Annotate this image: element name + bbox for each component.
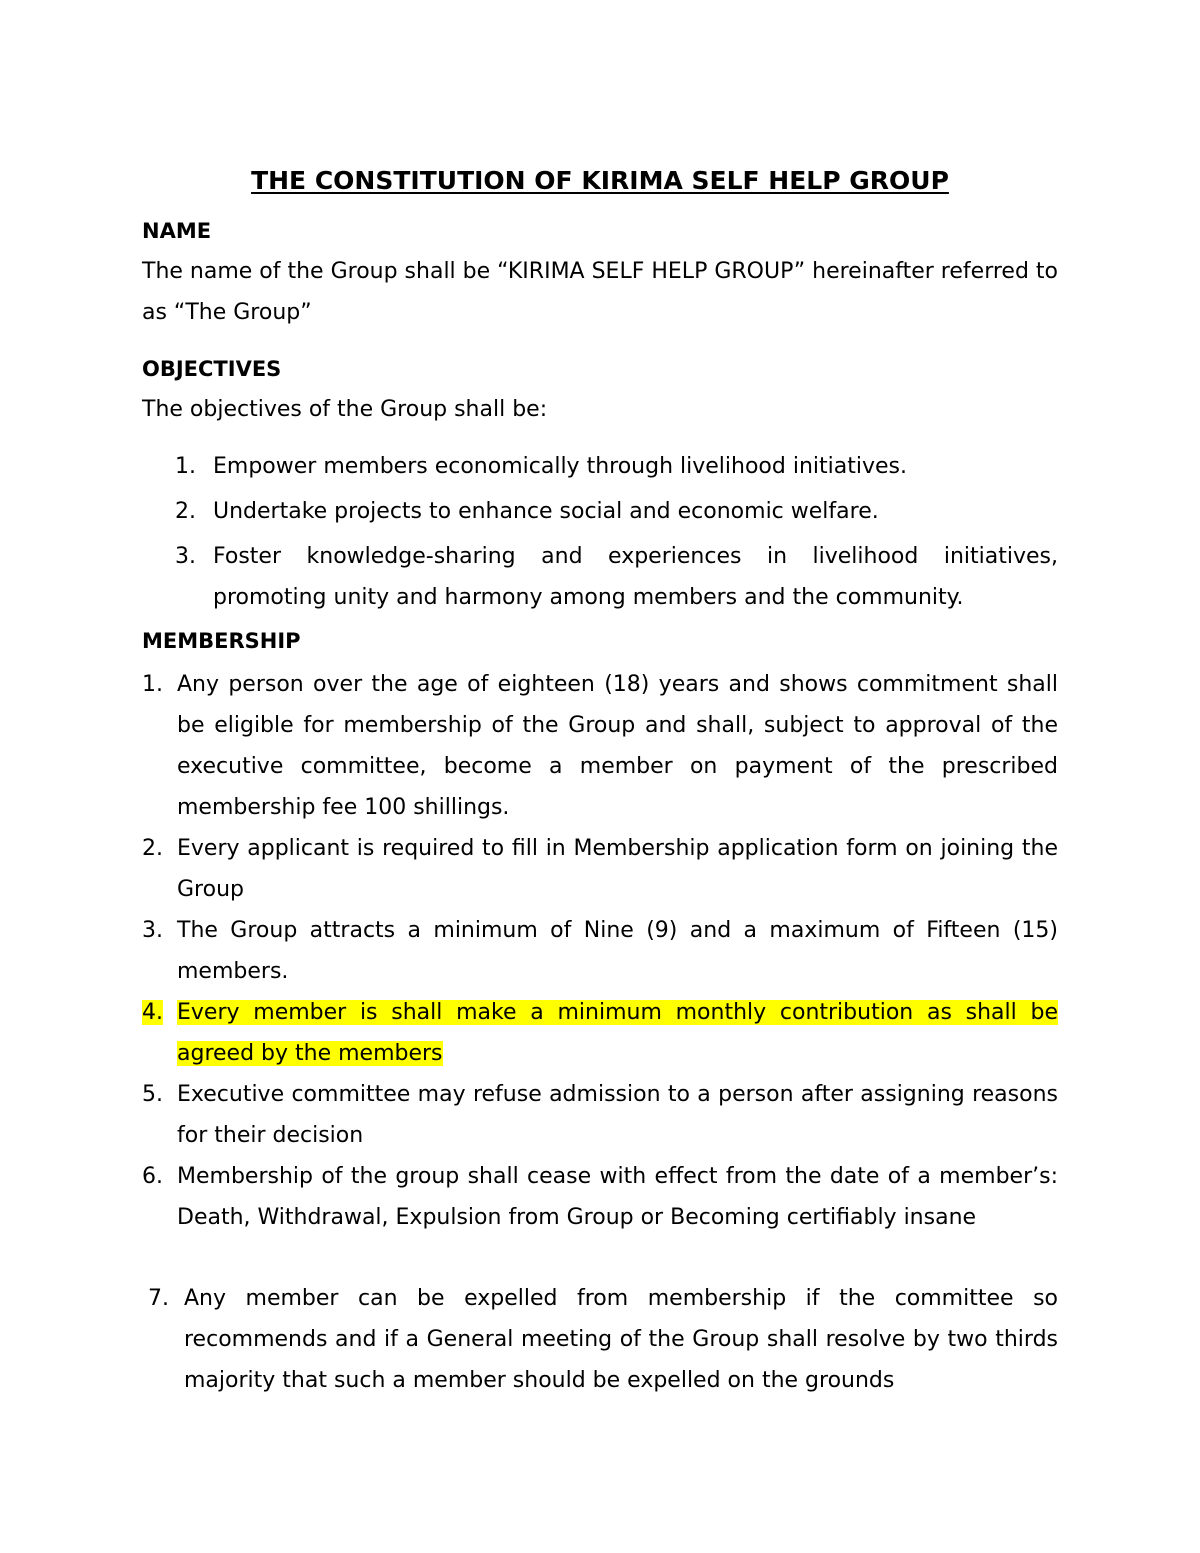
membership-text: Any person over the age of eighteen (18) years and shows commitment shall be eligible for membership of the Group and shall, subject to approval of the executive committee, become a member on payment of the prescribed membership fee 100 shillings. bbox=[177, 672, 1058, 820]
membership-heading: MEMBERSHIP bbox=[142, 629, 301, 653]
objectives-heading: OBJECTIVES bbox=[142, 357, 282, 381]
membership-number: 7. bbox=[148, 1286, 169, 1311]
membership-text: Every applicant is required to fill in Membership application form on joining the Group bbox=[177, 836, 1058, 902]
membership-number: 4. bbox=[142, 1000, 163, 1025]
objective-number: 2. bbox=[175, 499, 196, 524]
membership-text: Any member can be expelled from membership if the committee so recommends and if a General meeting of the Group shall resolve by two thirds majority that such a member should be expelled on the grounds bbox=[184, 1286, 1058, 1393]
membership-text: Membership of the group shall cease with effect from the date of a member’s: Death, Withdrawal, Expulsion from Group or Becoming certifiably insane bbox=[177, 1164, 1058, 1230]
name-heading: NAME bbox=[142, 219, 212, 243]
membership-number: 1. bbox=[142, 672, 163, 697]
objective-number: 1. bbox=[175, 454, 196, 479]
membership-text: The Group attracts a minimum of Nine (9) and a maximum of Fifteen (15) members. bbox=[177, 918, 1058, 984]
objective-text: Undertake projects to enhance social and economic welfare. bbox=[213, 499, 879, 524]
objective-number: 3. bbox=[175, 544, 196, 569]
membership-text: Executive committee may refuse admission to a person after assigning reasons for their decision bbox=[177, 1082, 1058, 1148]
objective-text: Empower members economically through livelihood initiatives. bbox=[213, 454, 907, 479]
membership-number: 6. bbox=[142, 1164, 163, 1189]
membership-number: 5. bbox=[142, 1082, 163, 1107]
membership-number: 2. bbox=[142, 836, 163, 861]
objectives-intro: The objectives of the Group shall be: bbox=[142, 397, 548, 422]
membership-text-highlighted: Every member is shall make a minimum monthly contribution as shall be agreed by the members bbox=[177, 1000, 1058, 1066]
objective-text: Foster knowledge-sharing and experiences in livelihood initiatives, promoting unity and harmony among members and the community. bbox=[213, 544, 1058, 610]
name-paragraph: The name of the Group shall be “KIRIMA SELF HELP GROUP” hereinafter referred to as “The Group” bbox=[142, 259, 1058, 325]
document-title: THE CONSTITUTION OF KIRIMA SELF HELP GROUP bbox=[251, 166, 949, 195]
membership-number: 3. bbox=[142, 918, 163, 943]
